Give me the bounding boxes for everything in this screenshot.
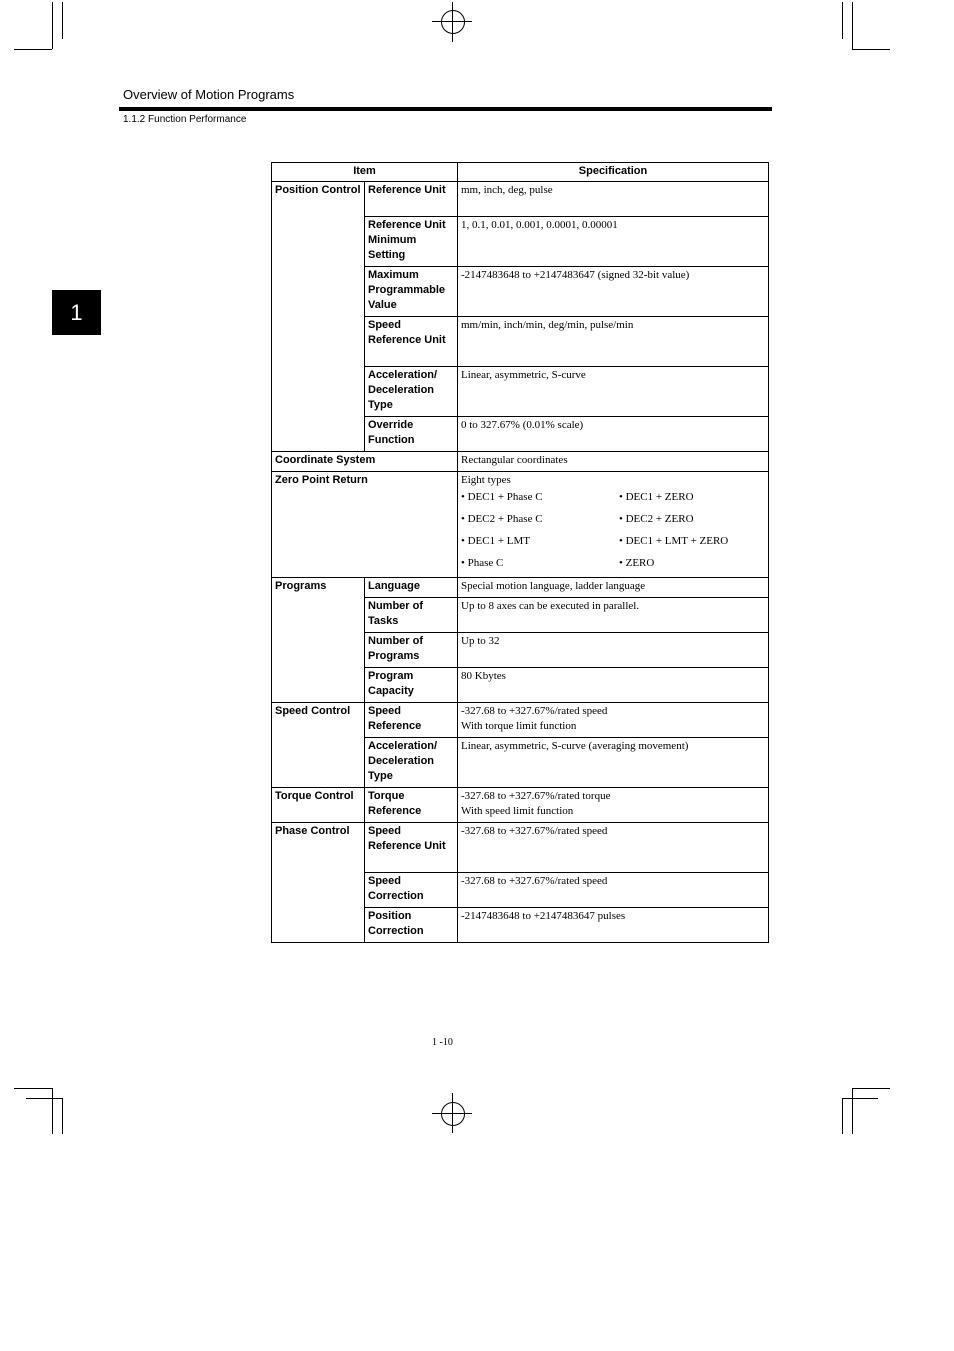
spec-value: Up to 8 axes can be executed in parallel. — [458, 598, 769, 633]
list-item: • DEC2 + Phase C — [461, 513, 543, 525]
group-label-position-control: Position Control — [272, 182, 365, 452]
spec-value: -327.68 to +327.67%/rated speed — [458, 873, 769, 908]
list-item: • ZERO — [619, 557, 655, 569]
column-header-specification: Specification — [458, 163, 769, 182]
group-label-torque-control: Torque Control — [272, 788, 365, 823]
table-row — [272, 452, 769, 472]
table-header-row — [272, 163, 769, 182]
list-item: • DEC1 + LMT — [461, 535, 531, 547]
spec-value: Linear, asymmetric, S-curve — [458, 367, 769, 417]
zero-point-type-list — [461, 490, 765, 571]
spec-value: 1, 0.1, 0.01, 0.001, 0.0001, 0.00001 — [458, 217, 769, 267]
spec-value: -327.68 to +327.67%/rated speed — [458, 823, 769, 873]
item-label: Speed Reference Unit — [365, 317, 458, 367]
spec-value: -2147483648 to +2147483647 pulses — [458, 908, 769, 943]
chapter-tab: 1 — [52, 290, 101, 335]
list-item: • DEC1 + ZERO — [619, 491, 694, 503]
spec-value: Linear, asymmetric, S-curve (averaging movement) — [458, 738, 769, 788]
item-label: Speed Correction — [365, 873, 458, 908]
spec-value: -2147483648 to +2147483647 (signed 32-bit value) — [458, 267, 769, 317]
list-item: • DEC1 + Phase C — [461, 491, 543, 503]
list-item: • DEC2 + ZERO — [619, 513, 694, 525]
item-label: Override Function — [365, 417, 458, 452]
item-label: Program Capacity — [365, 668, 458, 703]
spec-value — [458, 788, 769, 823]
item-label: Torque Reference — [365, 788, 458, 823]
page-number: 1 -10 — [432, 1037, 453, 1048]
running-header-subsection: 1.1.2 Function Performance — [123, 114, 247, 125]
spec-value: Rectangular coordinates — [458, 452, 769, 472]
group-label-zero-point-return: Zero Point Return — [272, 472, 458, 578]
zero-point-intro: Eight types — [461, 474, 511, 486]
spec-value: Special motion language, ladder language — [458, 578, 769, 598]
item-label: Speed Reference Unit — [365, 823, 458, 873]
table-row — [272, 578, 769, 598]
spec-value: Up to 32 — [458, 633, 769, 668]
table-row — [272, 703, 769, 738]
spec-line: -327.68 to +327.67%/rated speed — [461, 705, 608, 717]
table-row — [272, 823, 769, 873]
column-header-item: Item — [272, 163, 458, 182]
table-row — [272, 472, 769, 578]
spec-value: mm, inch, deg, pulse — [458, 182, 769, 217]
table-row — [272, 182, 769, 217]
table-row — [272, 788, 769, 823]
group-label-coordinate-system: Coordinate System — [272, 452, 458, 472]
group-label-speed-control: Speed Control — [272, 703, 365, 788]
spec-value: 0 to 327.67% (0.01% scale) — [458, 417, 769, 452]
item-label: Acceleration/ Deceleration Type — [365, 367, 458, 417]
function-performance-table — [271, 162, 769, 943]
item-label: Language — [365, 578, 458, 598]
item-label: Speed Reference — [365, 703, 458, 738]
spec-line: With torque limit function — [461, 720, 577, 732]
running-header-title: Overview of Motion Programs — [123, 87, 295, 102]
item-label: Acceleration/ Deceleration Type — [365, 738, 458, 788]
item-label: Number of Tasks — [365, 598, 458, 633]
item-label: Position Correction — [365, 908, 458, 943]
item-label: Reference Unit Minimum Setting — [365, 217, 458, 267]
spec-value: 80 Kbytes — [458, 668, 769, 703]
spec-value: mm/min, inch/min, deg/min, pulse/min — [458, 317, 769, 367]
spec-value — [458, 703, 769, 738]
header-rule — [119, 107, 772, 111]
item-label: Maximum Programmable Value — [365, 267, 458, 317]
list-item: • Phase C — [461, 557, 504, 569]
spec-value-zero-point-return — [458, 472, 769, 578]
item-label: Reference Unit — [365, 182, 458, 217]
spec-line: With speed limit function — [461, 805, 574, 817]
list-item: • DEC1 + LMT + ZERO — [619, 535, 729, 547]
group-label-programs: Programs — [272, 578, 365, 703]
group-label-phase-control: Phase Control — [272, 823, 365, 943]
item-label: Number of Programs — [365, 633, 458, 668]
spec-line: -327.68 to +327.67%/rated torque — [461, 790, 611, 802]
